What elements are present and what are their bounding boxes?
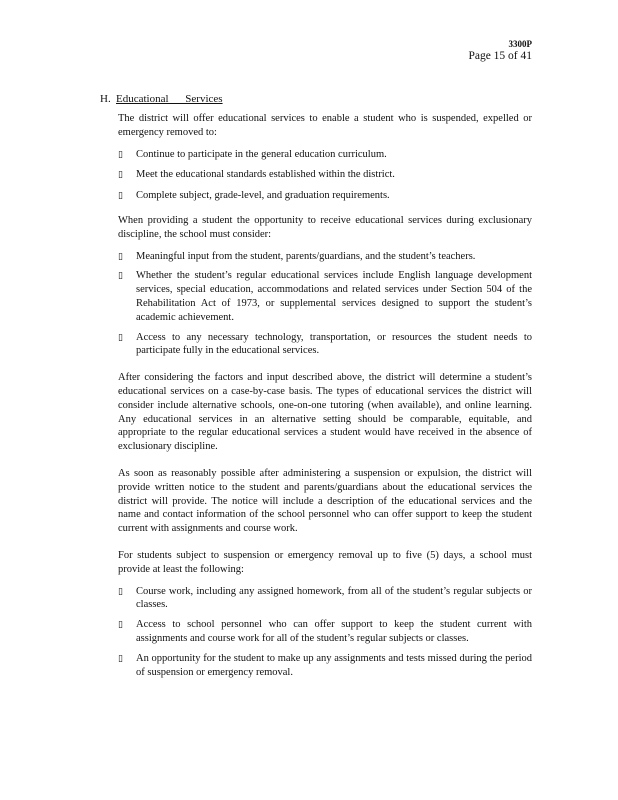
list-item: ▯ Meet the educational standards established within the district. xyxy=(118,169,395,181)
section-title: Educational Services xyxy=(116,93,223,105)
intro-paragraph: The district will offer educational services to enable a student who is suspended, expelled or emergency removed to: xyxy=(118,113,532,138)
consider-paragraph: When providing a student the opportunity to receive educational services during exclusionary discipline, the school must consider: xyxy=(118,214,532,240)
bullet-icon: ▯ xyxy=(118,652,123,663)
bullet-icon: ▯ xyxy=(118,190,123,201)
intro-list xyxy=(118,148,532,203)
five-day-paragraph: For students subject to suspension or emergency removal up to five (5) days, a school must provide at least the following: xyxy=(118,549,532,575)
section-letter: H. xyxy=(100,93,111,105)
consider-list xyxy=(118,250,532,359)
section-heading xyxy=(100,93,235,106)
list-item: ▯ Complete subject, grade-level, and graduation requirements. xyxy=(118,190,390,202)
bullet-icon: ▯ xyxy=(118,169,123,180)
section-body xyxy=(118,112,532,679)
list-item: ▯ Access to school personnel who can offer support to keep the student current with assignments and course work for all of the student’s regular subjects or classes. xyxy=(118,619,532,644)
page-number: Page 15 of 41 xyxy=(468,50,532,62)
policy-code: 3300P xyxy=(508,39,532,49)
list-item: ▯ Course work, including any assigned homework, from all of the student’s regular subjects or classes. xyxy=(118,585,532,611)
services-paragraph: After considering the factors and input described above, the district will determine a student’s educational services on a case-by-case basis. The types of educational services the district will consider include alternative schools, one-on-one tutoring (when available), and online learning. Any educational services in an alternative setting should be comparable, equitable, and appropriate to the regular educational services a student would have received in the absence of exclusionary discipline. xyxy=(118,372,532,453)
bullet-icon: ▯ xyxy=(118,148,123,159)
list-item: ▯ Whether the student’s regular educational services include English language development services, special education, accommodations and related services under Section 504 of the Rehabilitation Act of 1973, or supplemental services designed to support the student’s academic achievement. xyxy=(118,270,532,323)
bullet-icon: ▯ xyxy=(118,270,123,281)
list-item: ▯ An opportunity for the student to make up any assignments and tests missed during the period of suspension or emergency removal. xyxy=(118,652,532,678)
list-item: ▯ Continue to participate in the general education curriculum. xyxy=(118,148,387,160)
bullet-icon: ▯ xyxy=(118,331,123,342)
list-item: ▯ Access to any necessary technology, transportation, or resources the student needs to participate fully in the educational services. xyxy=(118,331,532,357)
bullet-icon: ▯ xyxy=(118,619,123,630)
bullet-icon: ▯ xyxy=(118,250,123,261)
five-day-list xyxy=(118,585,532,680)
bullet-icon: ▯ xyxy=(118,585,123,596)
notice-paragraph: As soon as reasonably possible after administering a suspension or expulsion, the district will provide written notice to the student and parents/guardians about the educational services the district will provide. The notice will include a description of the educational services and the name and contact information of the school personnel who can offer support to keep the student current with assignments and course work. xyxy=(118,467,532,535)
list-item: ▯ Meaningful input from the student, parents/guardians, and the student’s teachers. xyxy=(118,250,476,262)
